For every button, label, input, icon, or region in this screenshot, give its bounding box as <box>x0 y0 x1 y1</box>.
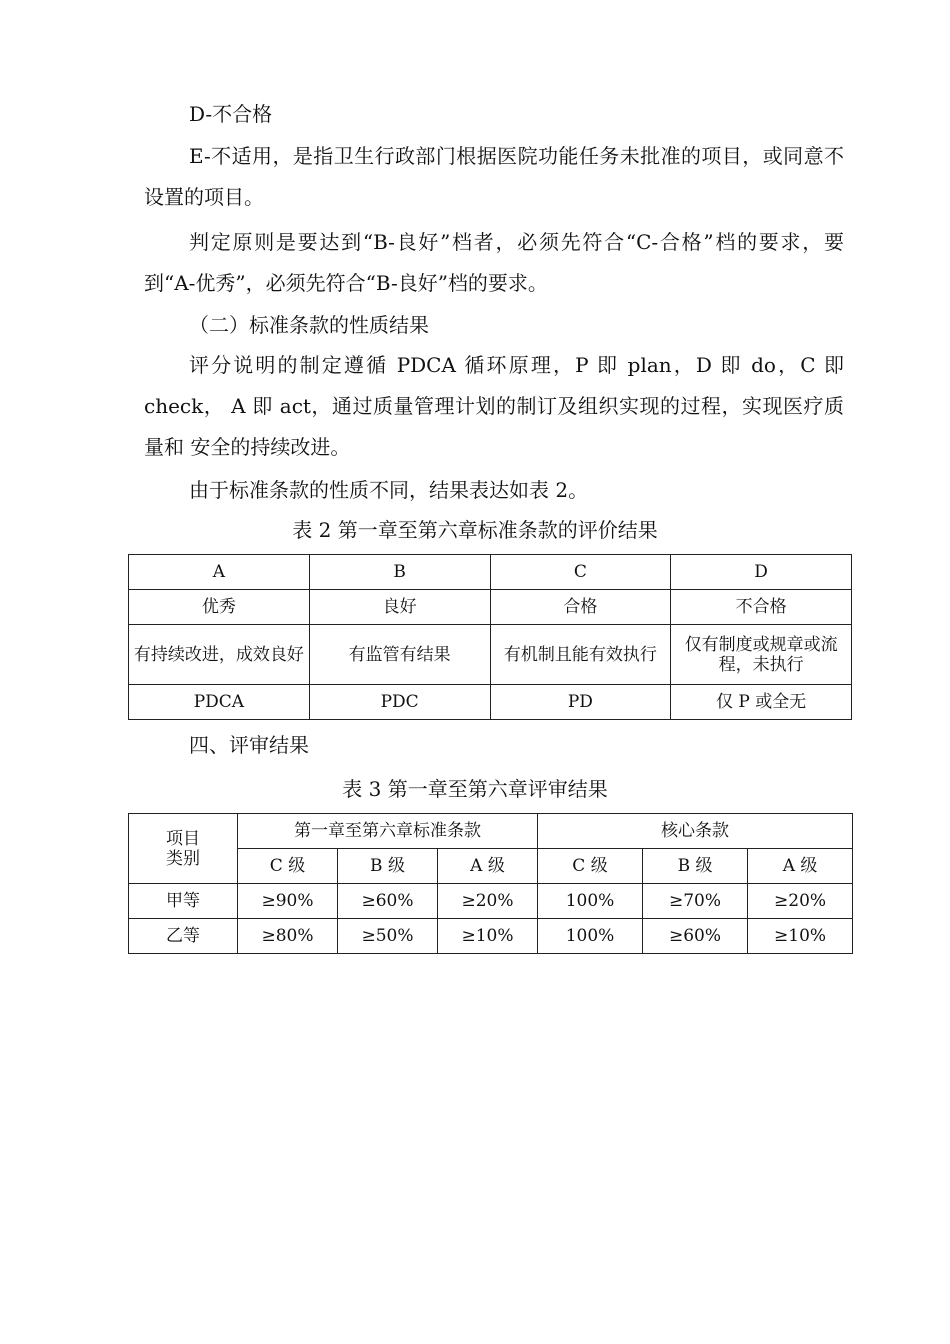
table2-cell: PDC <box>309 685 490 720</box>
table2-caption: 表 2 第一章至第六章标准条款的评价结果 <box>292 518 658 542</box>
table2-cell: 良好 <box>309 590 490 625</box>
table3-corner-text: 项目类别 <box>165 828 200 869</box>
table3-caption: 表 3 第一章至第六章评审结果 <box>342 777 608 801</box>
paragraph-grade-d: D-不合格 <box>189 102 273 126</box>
table3-row-label: 甲等 <box>129 884 238 919</box>
table2-row <box>129 590 852 625</box>
paragraph-table-intro: 由于标准条款的性质不同，结果表达如表 2。 <box>189 478 589 502</box>
table3-group-standard: 第一章至第六章标准条款 <box>238 814 538 849</box>
table3-cell: ≥80% <box>238 919 338 954</box>
table3-group-core: 核心条款 <box>538 814 853 849</box>
table3-subheader-cell: B 级 <box>643 849 748 884</box>
table3-subheader-cell: A 级 <box>748 849 853 884</box>
table3-subheader-row <box>129 849 853 884</box>
table3-cell: ≥10% <box>438 919 538 954</box>
table2-cell: 仅 P 或全无 <box>671 685 852 720</box>
table2-cell: 有持续改进，成效良好 <box>129 625 310 685</box>
table3-cell: 100% <box>538 919 643 954</box>
table2-cell: C <box>490 555 671 590</box>
table2-cell: A <box>129 555 310 590</box>
table-row <box>129 884 853 919</box>
table3-row-label: 乙等 <box>129 919 238 954</box>
table2-cell: 优秀 <box>129 590 310 625</box>
table2-cell: 合格 <box>490 590 671 625</box>
table3-cell: ≥70% <box>643 884 748 919</box>
table3-subheader-cell: A 级 <box>438 849 538 884</box>
table2-cell: 不合格 <box>671 590 852 625</box>
table2-evaluation-results <box>128 554 852 720</box>
section-heading-nature: （二）标准条款的性质结果 <box>189 313 429 337</box>
table3-cell: ≥90% <box>238 884 338 919</box>
table2-row <box>129 625 852 685</box>
table3-cell: ≥20% <box>748 884 853 919</box>
paragraph-pdca: 评分说明的制定遵循 PDCA 循环原理，P 即 plan，D 即 do，C 即 check， A 即 act，通过质量管理计划的制订及组织实现的过程，实现医疗质量和 安全的持续改进。 <box>144 353 844 459</box>
table2-row <box>129 685 852 720</box>
table3-review-results <box>128 813 853 954</box>
table3-cell: ≥50% <box>338 919 438 954</box>
table2-cell: B <box>309 555 490 590</box>
table2-cell: 仅有制度或规章或流程，未执行 <box>671 625 852 685</box>
table3-header-row <box>129 814 853 849</box>
section-heading-review-results: 四、评审结果 <box>189 733 309 757</box>
table3-subheader-cell: C 级 <box>538 849 643 884</box>
table3-cell: ≥10% <box>748 919 853 954</box>
table3-cell: ≥20% <box>438 884 538 919</box>
table3-subheader-cell: C 级 <box>238 849 338 884</box>
table2-cell: PD <box>490 685 671 720</box>
table2-row <box>129 555 852 590</box>
table-row <box>129 919 853 954</box>
table3-cell: ≥60% <box>338 884 438 919</box>
paragraph-judgment-principle: 判定原则是要达到“B-良好”档者，必须先符合“C-合格”档的要求，要到“A-优秀”，必须先符合“B-良好”档的要求。 <box>144 230 844 295</box>
table3-cell: ≥60% <box>643 919 748 954</box>
paragraph-grade-e: E-不适用，是指卫生行政部门根据医院功能任务未批准的项目，或同意不设置的项目。 <box>144 144 844 209</box>
table3-cell: 100% <box>538 884 643 919</box>
table2-cell: D <box>671 555 852 590</box>
table2-cell: 有监管有结果 <box>309 625 490 685</box>
table2-cell: PDCA <box>129 685 310 720</box>
table3-subheader-cell: B 级 <box>338 849 438 884</box>
table3-corner-cell <box>129 814 238 884</box>
table2-cell: 有机制且能有效执行 <box>490 625 671 685</box>
